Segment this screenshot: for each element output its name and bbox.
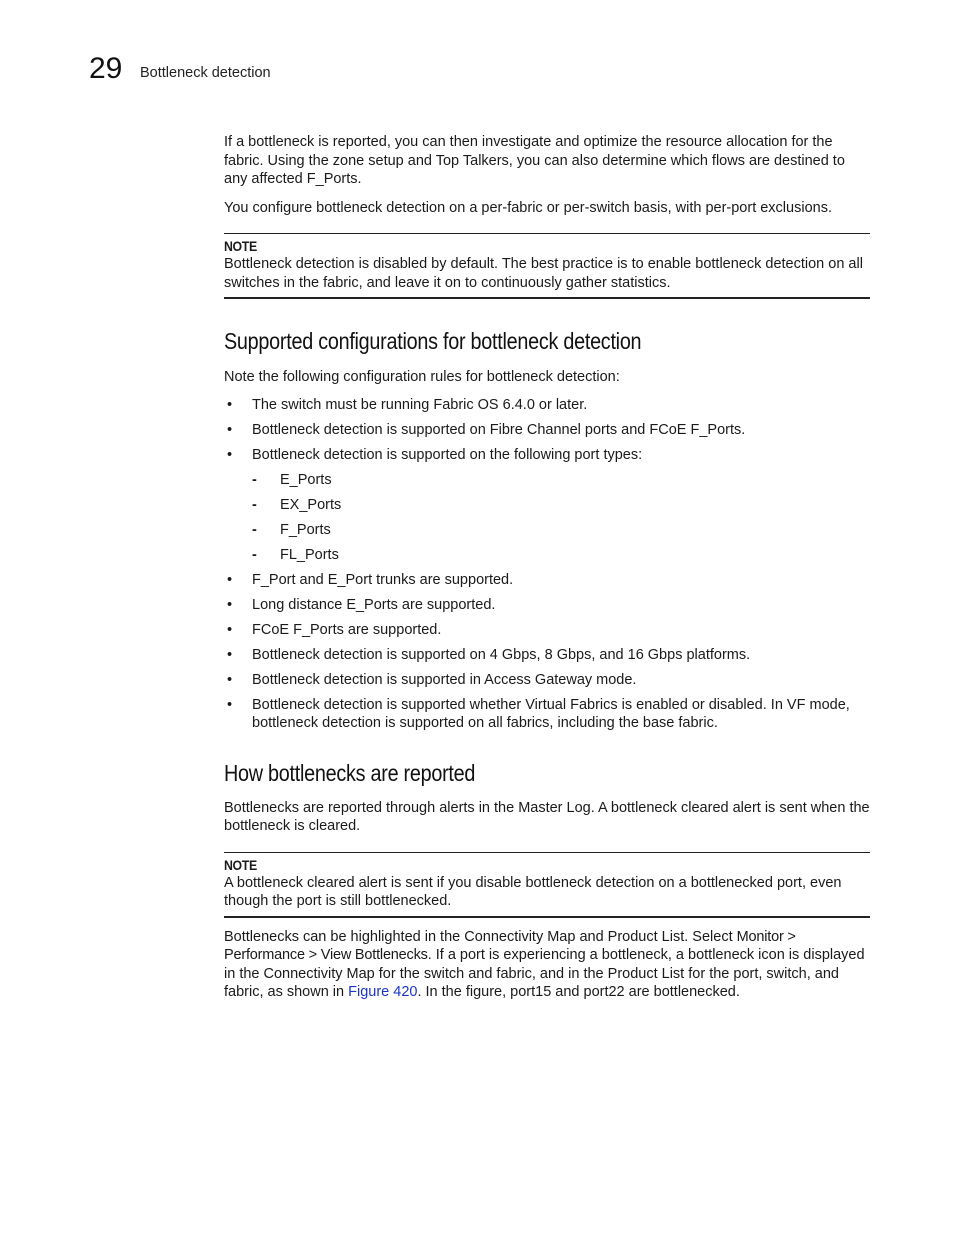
note-label: NOTE: [224, 238, 257, 254]
list-item: • Bottleneck detection is supported on 4 Gbps, 8 Gbps, and 16 Gbps platforms.: [227, 646, 751, 663]
dash-icon: -: [252, 521, 257, 538]
bullet-icon: •: [227, 671, 233, 688]
list-item: • Long distance E_Ports are supported.: [227, 596, 496, 613]
list-item: • Bottleneck detection is supported whether Virtual Fabrics is enabled or disabled. In VF mode, bottleneck detection is supported on all fabrics, including the base fabric.: [227, 696, 850, 731]
menu-path-monitor-performance-view-bottlenecks: Monitor > Performance > View Bottlenecks: [224, 928, 796, 963]
chapter-number: 29: [89, 52, 123, 85]
note-box-2: [224, 852, 870, 918]
intro-paragraph-1: If a bottleneck is reported, you can then investigate and optimize the resource allocation for the fabric. Using the zone setup and Top Talkers, you can also determine which flows are destined to any affected F_Ports.: [224, 134, 845, 187]
dash-icon: -: [252, 546, 257, 563]
note-text: Bottleneck detection is disabled by default. The best practice is to enable bottleneck detection on all switches in the fabric, and leave it on to continuously gather statistics.: [224, 256, 863, 291]
bullet-icon: •: [227, 646, 233, 663]
list-item: • FCoE F_Ports are supported.: [227, 621, 442, 638]
sub-list-item: - F_Ports: [252, 521, 331, 538]
list-item: • F_Port and E_Port trunks are supported.: [227, 571, 514, 588]
section-heading-supported-configurations: Supported configurations for bottleneck detection: [224, 328, 642, 354]
note-text: A bottleneck cleared alert is sent if you disable bottleneck detection on a bottlenecked port, even though the port is still bottlenecked.: [224, 874, 842, 909]
sub-list-item: - FL_Ports: [252, 546, 339, 563]
dash-icon: -: [252, 471, 257, 488]
list-item: • The switch must be running Fabric OS 6.4.0 or later.: [227, 396, 588, 413]
intro-paragraph-2: You configure bottleneck detection on a per-fabric or per-switch basis, with per-port exclusions.: [224, 199, 832, 216]
sub-list-item: - EX_Ports: [252, 496, 342, 513]
note-box-1: [224, 233, 870, 299]
chapter-title: Bottleneck detection: [140, 65, 271, 81]
reported-paragraph-2: Bottlenecks can be highlighted in the Connectivity Map and Product List. Select Monitor > Performance > View Bottlenecks. If a port is experiencing a bottleneck, a bottleneck icon is displayed in the Connectivity Map for the switch and fabric, and in the Product List for the port, switch, and fabric, as shown in Figure 420. In the figure, port15 and port22 are bottlenecked.: [224, 928, 865, 1000]
page-content: [224, 133, 870, 1002]
figure-420-link[interactable]: Figure 420: [348, 984, 418, 1000]
sub-list-item: - E_Ports: [252, 471, 332, 488]
bullet-icon: •: [227, 446, 233, 463]
bullet-icon: •: [227, 596, 233, 613]
note-label: NOTE: [224, 856, 257, 873]
bullet-icon: •: [227, 621, 233, 638]
port-types-list: [252, 471, 870, 564]
section-intro: Note the following configuration rules for bottleneck detection:: [224, 369, 620, 385]
bullet-icon: •: [227, 421, 233, 438]
list-item: • Bottleneck detection is supported on Fibre Channel ports and FCoE F_Ports.: [227, 421, 746, 438]
dash-icon: -: [252, 496, 257, 513]
list-item: • Bottleneck detection is supported on the following port types: - E_Ports - EX_Ports - F_Ports - FL_Ports: [224, 446, 870, 564]
configuration-rules-list: [224, 396, 870, 732]
bullet-icon: •: [227, 571, 233, 588]
bullet-icon: •: [227, 396, 233, 413]
reported-paragraph-1: Bottlenecks are reported through alerts in the Master Log. A bottleneck cleared alert is sent when the bottleneck is cleared.: [224, 799, 870, 834]
list-item: • Bottleneck detection is supported in Access Gateway mode.: [227, 671, 637, 688]
bullet-icon: •: [227, 696, 233, 713]
section-heading-how-reported: How bottlenecks are reported: [224, 759, 476, 786]
